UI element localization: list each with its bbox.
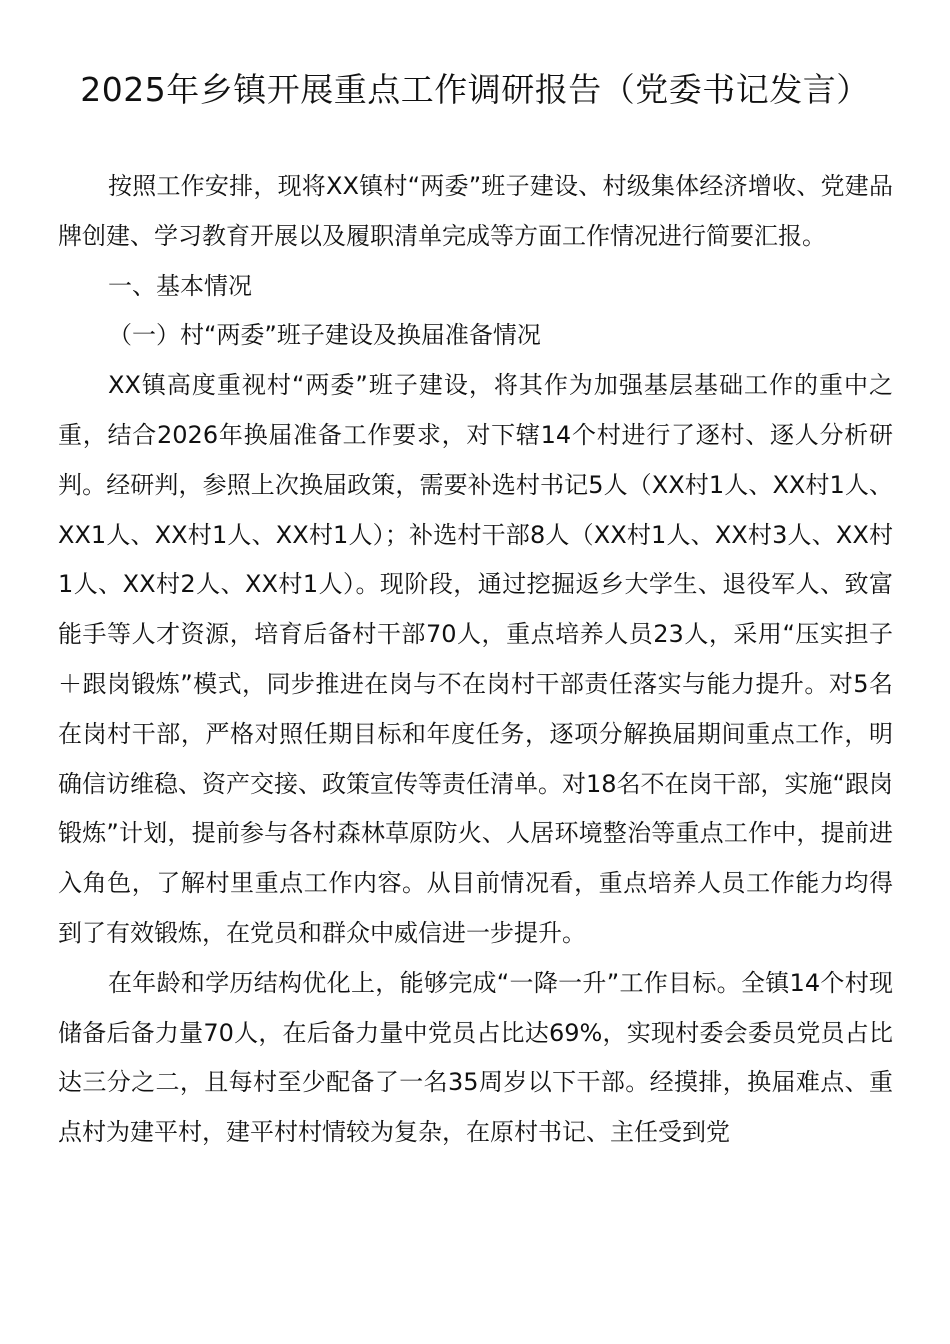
body-paragraph-2: 在年龄和学历结构优化上，能够完成“一降一升”工作目标。全镇14个村现储备后备力量70人，在后备力量中党员占比达69%，实现村委会委员党员占比达三分之二，且每村至少配备了一名35周岁以下干部。经摸排，换届难点、重点村为建平村，建平村村情较为复杂，在原村书记、主任受到党 xyxy=(58,968,893,1147)
intro-paragraph: 按照工作安排，现将XX镇村“两委”班子建设、村级集体经济增收、党建品牌创建、学习教育开展以及履职清单完成等方面工作情况进行简要汇报。 xyxy=(58,172,893,250)
subsection-heading-village-committee: （一）村“两委”班子建设及换届准备情况 xyxy=(108,321,541,350)
body-paragraph-1: XX镇高度重视村“两委”班子建设，将其作为加强基层基础工作的重中之重，结合2026年换届准备工作要求，对下辖14个村进行了逐村、逐人分析研判。经研判，参照上次换届政策，需要补选村书记5人（XX村1人、XX村1人、XX1人、XX村1人、XX村1人）；补选村干部8人（XX村1人、XX村3人、XX村1人、XX村2人、XX村1人）。现阶段，通过挖掘返乡大学生、退役军人、致富能手等人才资源，培育后备村干部70人，重点培养人员23人，采用“压实担子＋跟岗锻炼”模式，同步推进在岗与不在岗村干部责任落实与能力提升。对5名在岗村干部，严格对照任期目标和年度任务，逐项分解换届期间重点工作，明确信访维稳、资产交接、政策宣传等责任清单。对18名不在岗干部，实施“跟岗锻炼”计划，提前参与各村森林草原防火、人居环境整治等重点工作中，提前进入角色，了解村里重点工作内容。从目前情况看，重点培养人员工作能力均得到了有效锻炼，在党员和群众中威信进一步提升。 xyxy=(58,371,893,947)
document-title: 2025年乡镇开展重点工作调研报告（党委书记发言） xyxy=(80,70,870,109)
document-body xyxy=(58,162,893,1158)
section-heading-basic-situation: 一、基本情况 xyxy=(108,271,252,300)
